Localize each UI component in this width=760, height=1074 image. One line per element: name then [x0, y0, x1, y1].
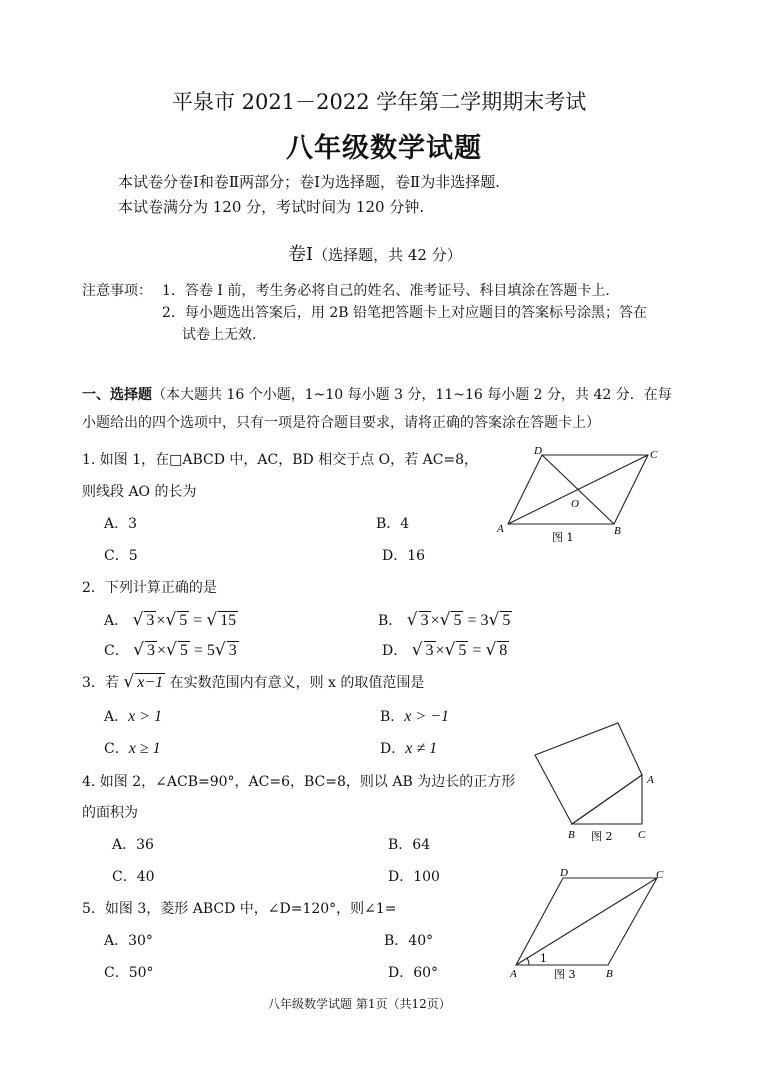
- q1-stem-line1: 1. 如图 1，在□ABCD 中，AC，BD 相交于点 O，若 AC=8，: [82, 452, 479, 468]
- q4-option-b: B．64: [388, 837, 431, 853]
- fig1-caption: 图 1: [552, 531, 574, 544]
- q3-stem-post: 在实数范围内有意义，则 x 的取值范围是: [169, 675, 425, 691]
- q3-option-c-letter: C．: [104, 741, 129, 757]
- fig2-label-b: B: [568, 829, 575, 841]
- intro-line-2: 本试卷满分为 120 分，考试时间为 120 分钟.: [118, 198, 425, 216]
- q2-option-d-letter: D．: [382, 643, 408, 659]
- fig3-diagonal-ac: [516, 878, 657, 965]
- fig2-caption: 图 2: [591, 830, 613, 843]
- q3-radicand: x−1: [137, 674, 164, 691]
- q4-option-a: A．36: [112, 837, 154, 853]
- q4-option-c: C．40: [112, 869, 155, 885]
- q2-option-c: [104, 640, 239, 660]
- q1-stem-line2: 则线段 AO 的长为: [82, 484, 197, 500]
- fig2-right-triangle: [572, 775, 642, 824]
- q3-option-d-expr: x ≠ 1: [405, 740, 438, 757]
- q1-option-b: B．4: [376, 516, 410, 532]
- page-footer: 八年级数学试题 第1页（共12页）: [268, 997, 451, 1011]
- fig3-caption: 图 3: [554, 968, 576, 981]
- q3-stem-pre: 3．若: [82, 675, 119, 691]
- section-title: [288, 240, 462, 266]
- q3-option-d-letter: D．: [380, 741, 406, 757]
- q3-option-b: [380, 706, 449, 726]
- q2-option-a: [104, 610, 238, 630]
- q1-option-d: D．16: [382, 548, 426, 564]
- q2-option-c-letter: C．: [104, 643, 129, 659]
- q3-option-a-expr: x > 1: [128, 708, 163, 725]
- q2-option-a-formula: √ 3 ×√ 5 = √ 15: [132, 610, 237, 630]
- fig3-angle-label: 1: [540, 952, 547, 965]
- section-title-sub: （选择题，共 42 分）: [313, 246, 462, 264]
- q4-stem-line2: 的面积为: [82, 805, 138, 821]
- q1-option-a: A．3: [104, 516, 138, 532]
- section-title-main: 卷Ⅰ: [288, 244, 314, 265]
- notes-item-1: 1．答卷 I 前，考生务必将自己的姓名、准考证号、科目填涂在答题卡上.: [162, 283, 610, 299]
- q4-option-d: D．100: [388, 869, 440, 885]
- part1-desc-2: 小题给出的四个选项中，只有一项是符合题目要求，请将正确的答案涂在答题卡上）: [82, 415, 600, 431]
- q3-stem: 3．若 √ x−1 在实数范围内有意义，则 x 的取值范围是: [82, 672, 425, 692]
- notes-item-3: 试卷上无效.: [182, 327, 257, 343]
- q5-option-c: C．50°: [104, 965, 154, 981]
- fig3-angle-mark: [527, 958, 529, 965]
- q2-stem: 2．下列计算正确的是: [82, 580, 217, 596]
- q3-option-c-expr: x ≥ 1: [128, 740, 161, 757]
- q3-option-d: [380, 738, 437, 758]
- fig2-square: [535, 723, 642, 824]
- part1-heading-line: [82, 384, 672, 404]
- q2-option-d: [382, 640, 509, 660]
- intro-line-1: 本试卷分卷Ⅰ和卷Ⅱ两部分；卷Ⅰ为选择题，卷Ⅱ为非选择题.: [118, 173, 501, 191]
- q2-option-b-formula: √ 3 ×√ 5 = 3√ 5: [406, 610, 511, 630]
- q2-option-c-formula: √ 3 ×√ 5 = 5√ 3: [133, 640, 237, 660]
- fig2-label-c: C: [638, 829, 646, 841]
- fig3-label-d: D: [560, 867, 568, 879]
- notes-label: 注意事项：: [82, 283, 152, 299]
- paper-title: 八年级数学试题: [286, 133, 482, 164]
- figure-3: [505, 862, 675, 987]
- fig1-diagonal-bd: [542, 455, 614, 524]
- q2-option-b: [378, 610, 512, 630]
- q3-option-a-letter: A．: [104, 709, 129, 725]
- fig1-label-o: O: [571, 498, 579, 510]
- exam-title: 平泉市 2021－2022 学年第二学期期末考试: [172, 90, 587, 114]
- fig2-label-a: A: [647, 774, 654, 786]
- fig1-label-d: D: [534, 445, 542, 457]
- fig3-label-a: A: [510, 968, 517, 980]
- figure-2: [528, 712, 668, 852]
- q5-option-b: B．40°: [384, 933, 434, 949]
- q5-option-a: A．30°: [104, 933, 153, 949]
- q3-option-c: [104, 738, 161, 758]
- fig3-label-b: B: [606, 968, 613, 980]
- q4-stem-line1: 4. 如图 2，∠ACB=90°，AC=6，BC=8，则以 AB 为边长的正方形: [82, 774, 516, 790]
- q1-option-c: C．5: [104, 548, 138, 564]
- q2-option-a-letter: A．: [104, 613, 129, 629]
- part1-heading: 一、选择题: [82, 387, 152, 403]
- q3-option-b-letter: B．: [380, 709, 405, 725]
- fig3-label-c: C: [656, 869, 664, 881]
- q2-option-b-letter: B．: [378, 613, 403, 629]
- q5-option-d: D．60°: [388, 965, 439, 981]
- part1-desc-1: （本大题共 16 个小题，1~10 每小题 3 分，11~16 每小题 2 分，共 42 分．在每: [152, 387, 672, 403]
- q5-stem: 5．如图 3，菱形 ABCD 中，∠D=120°，则∠1=: [82, 901, 397, 917]
- figure-1: [490, 440, 670, 550]
- fig1-label-b: B: [614, 525, 621, 537]
- notes-item-2: 2．每小题选出答案后，用 2B 铅笔把答题卡上对应题目的答案标号涂黑；答在: [162, 305, 648, 321]
- fig1-label-a: A: [497, 523, 504, 535]
- q3-option-a: [104, 706, 162, 726]
- fig1-label-c: C: [650, 449, 658, 461]
- q2-option-d-formula: √ 3 ×√ 5 = √ 8: [411, 640, 508, 660]
- q3-option-b-expr: x > −1: [404, 708, 449, 725]
